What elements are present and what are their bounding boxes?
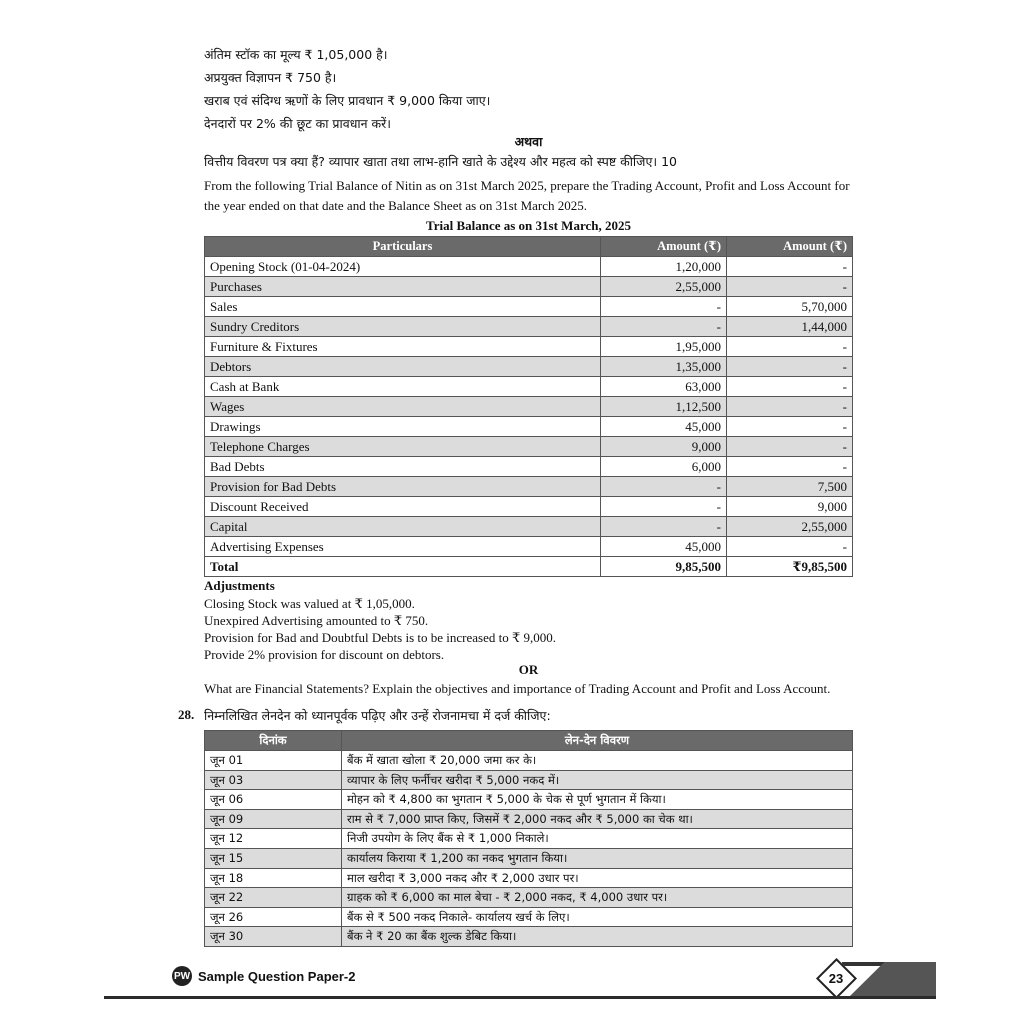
cell-particular: Sales	[205, 297, 601, 317]
cell-credit: -	[727, 417, 853, 437]
cell-description: बैंक में खाता खोला ₹ 20,000 जमा कर के।	[342, 751, 853, 771]
trial-balance-title: Trial Balance as on 31st March, 2025	[426, 218, 631, 233]
cell-credit: -	[727, 537, 853, 557]
hindi-adjustment-1: अंतिम स्टॉक का मूल्य ₹ 1,05,000 है।	[204, 47, 388, 62]
cell-credit: -	[727, 277, 853, 297]
transaction-row	[205, 907, 853, 927]
hindi-alt-question: वित्तीय विवरण पत्र क्या हैं? व्यापार खाता तथा लाभ-हानि खाते के उद्देश्य और महत्व को स्पष्ट कीजिए। 10	[204, 154, 677, 169]
cell-credit: -	[727, 397, 853, 417]
transactions-table	[204, 730, 853, 947]
transaction-row	[205, 868, 853, 888]
cell-description: बैंक से ₹ 500 नकद निकाले- कार्यालय खर्च के लिए।	[342, 907, 853, 927]
cell-date: जून 18	[205, 868, 342, 888]
cell-particular: Opening Stock (01-04-2024)	[205, 257, 601, 277]
cell-description: निजी उपयोग के लिए बैंक से ₹ 1,000 निकाले।	[342, 829, 853, 849]
transaction-row	[205, 848, 853, 868]
cell-debit: -	[601, 297, 727, 317]
page-number-badge	[818, 960, 854, 996]
cell-description: व्यापार के लिए फर्नीचर खरीदा ₹ 5,000 नकद में।	[342, 770, 853, 790]
cell-description: कार्यालय किराया ₹ 1,200 का नकद भुगतान किया।	[342, 848, 853, 868]
trial-balance-row	[205, 437, 853, 457]
cell-particular: Sundry Creditors	[205, 317, 601, 337]
question-28-text: निम्नलिखित लेनदेन को ध्यानपूर्वक पढ़िए और उन्हें रोजनामचा में दर्ज कीजिए:	[204, 708, 551, 723]
cell-credit: 1,44,000	[727, 317, 853, 337]
cell-date: जून 03	[205, 770, 342, 790]
trial-balance-row	[205, 497, 853, 517]
total-credit: ₹9,85,500	[727, 557, 853, 577]
cell-particular: Provision for Bad Debts	[205, 477, 601, 497]
cell-particular: Debtors	[205, 357, 601, 377]
cell-particular: Bad Debts	[205, 457, 601, 477]
cell-date: जून 15	[205, 848, 342, 868]
cell-particular: Advertising Expenses	[205, 537, 601, 557]
adjustment-4: Provide 2% provision for discount on debtors.	[204, 647, 445, 662]
cell-debit: -	[601, 497, 727, 517]
cell-date: जून 06	[205, 790, 342, 810]
trial-balance-row	[205, 517, 853, 537]
cell-particular: Furniture & Fixtures	[205, 337, 601, 357]
cell-debit: 2,55,000	[601, 277, 727, 297]
cell-debit: -	[601, 477, 727, 497]
cell-debit: 6,000	[601, 457, 727, 477]
adjustment-3: Provision for Bad and Doubtful Debts is to be increased to ₹ 9,000.	[204, 630, 556, 645]
cell-particular: Discount Received	[205, 497, 601, 517]
trial-balance-row	[205, 457, 853, 477]
or-label: OR	[518, 662, 539, 677]
cell-particular: Capital	[205, 517, 601, 537]
cell-credit: -	[727, 437, 853, 457]
cell-date: जून 01	[205, 751, 342, 771]
header-particulars: Particulars	[205, 237, 601, 257]
cell-particular: Cash at Bank	[205, 377, 601, 397]
trial-balance-row	[205, 277, 853, 297]
trial-balance-row	[205, 337, 853, 357]
trial-balance-row	[205, 357, 853, 377]
adjustments-heading: Adjustments	[204, 578, 275, 593]
cell-debit: 45,000	[601, 537, 727, 557]
transaction-row	[205, 790, 853, 810]
transactions-header-row	[205, 731, 853, 751]
cell-credit: 2,55,000	[727, 517, 853, 537]
cell-credit: -	[727, 337, 853, 357]
cell-particular: Drawings	[205, 417, 601, 437]
cell-credit: 7,500	[727, 477, 853, 497]
transaction-row	[205, 809, 853, 829]
cell-credit: -	[727, 357, 853, 377]
cell-debit: 1,12,500	[601, 397, 727, 417]
trial-balance-row	[205, 317, 853, 337]
header-amount-credit: Amount (₹)	[727, 237, 853, 257]
question-text-line-2: the year ended on that date and the Balance Sheet as on 31st March 2025.	[204, 198, 588, 213]
cell-description: राम से ₹ 7,000 प्राप्त किए, जिसमें ₹ 2,000 नकद और ₹ 5,000 का चेक था।	[342, 809, 853, 829]
alt-question: What are Financial Statements? Explain the objectives and importance of Trading Account and Profit and Loss Account.	[204, 681, 831, 696]
transaction-row	[205, 770, 853, 790]
cell-debit: 45,000	[601, 417, 727, 437]
cell-debit: 63,000	[601, 377, 727, 397]
transaction-row	[205, 888, 853, 908]
trial-balance-row	[205, 417, 853, 437]
trial-balance-row	[205, 397, 853, 417]
trial-balance-row	[205, 477, 853, 497]
header-date: दिनांक	[205, 731, 342, 751]
cell-debit: 1,20,000	[601, 257, 727, 277]
trial-balance-row	[205, 297, 853, 317]
cell-date: जून 22	[205, 888, 342, 908]
footer-rule	[104, 996, 936, 999]
hindi-adjustment-2: अप्रयुक्त विज्ञापन ₹ 750 है।	[204, 70, 337, 85]
question-28-number: 28.	[178, 707, 195, 722]
cell-date: जून 09	[205, 809, 342, 829]
cell-date: जून 30	[205, 927, 342, 947]
cell-debit: 1,35,000	[601, 357, 727, 377]
transaction-row	[205, 829, 853, 849]
cell-particular: Wages	[205, 397, 601, 417]
cell-description: मोहन को ₹ 4,800 का भुगतान ₹ 5,000 के चेक से पूर्ण भुगतान में किया।	[342, 790, 853, 810]
cell-debit: -	[601, 517, 727, 537]
header-amount-debit: Amount (₹)	[601, 237, 727, 257]
cell-date: जून 12	[205, 829, 342, 849]
cell-particular: Telephone Charges	[205, 437, 601, 457]
page-number: 23	[828, 970, 844, 986]
cell-particular: Purchases	[205, 277, 601, 297]
cell-description: माल खरीदा ₹ 3,000 नकद और ₹ 2,000 उधार पर।	[342, 868, 853, 888]
cell-credit: -	[727, 457, 853, 477]
trial-balance-total-row	[205, 557, 853, 577]
transaction-row	[205, 927, 853, 947]
cell-description: बैंक ने ₹ 20 का बैंक शुल्क डेबिट किया।	[342, 927, 853, 947]
cell-debit: -	[601, 317, 727, 337]
hindi-adjustment-3: खराब एवं संदिग्ध ऋणों के लिए प्रावधान ₹ 9,000 किया जाए।	[204, 93, 491, 108]
trial-balance-table	[204, 236, 853, 577]
footer-decoration-block	[850, 962, 936, 996]
footer-title: Sample Question Paper-2	[198, 969, 356, 984]
cell-description: ग्राहक को ₹ 6,000 का माल बेचा - ₹ 2,000 नकद, ₹ 4,000 उधार पर।	[342, 888, 853, 908]
cell-debit: 9,000	[601, 437, 727, 457]
cell-credit: 9,000	[727, 497, 853, 517]
trial-balance-row	[205, 257, 853, 277]
cell-credit: 5,70,000	[727, 297, 853, 317]
transaction-row	[205, 751, 853, 771]
header-description: लेन-देन विवरण	[342, 731, 853, 751]
cell-debit: 1,95,000	[601, 337, 727, 357]
total-label: Total	[205, 557, 601, 577]
adjustment-1: Closing Stock was valued at ₹ 1,05,000.	[204, 596, 415, 611]
trial-balance-header-row	[205, 237, 853, 257]
cell-credit: -	[727, 377, 853, 397]
trial-balance-row	[205, 537, 853, 557]
cell-date: जून 26	[205, 907, 342, 927]
trial-balance-row	[205, 377, 853, 397]
question-text-line-1: From the following Trial Balance of Nitin as on 31st March 2025, prepare the Trading Account, Profit and Loss Account for	[204, 178, 850, 193]
hindi-adjustment-4: देनदारों पर 2% की छूट का प्रावधान करें।	[204, 116, 392, 131]
publisher-logo: PW	[172, 966, 192, 986]
cell-credit: -	[727, 257, 853, 277]
total-debit: 9,85,500	[601, 557, 727, 577]
hindi-or-label: अथवा	[514, 134, 543, 149]
adjustment-2: Unexpired Advertising amounted to ₹ 750.	[204, 613, 429, 628]
